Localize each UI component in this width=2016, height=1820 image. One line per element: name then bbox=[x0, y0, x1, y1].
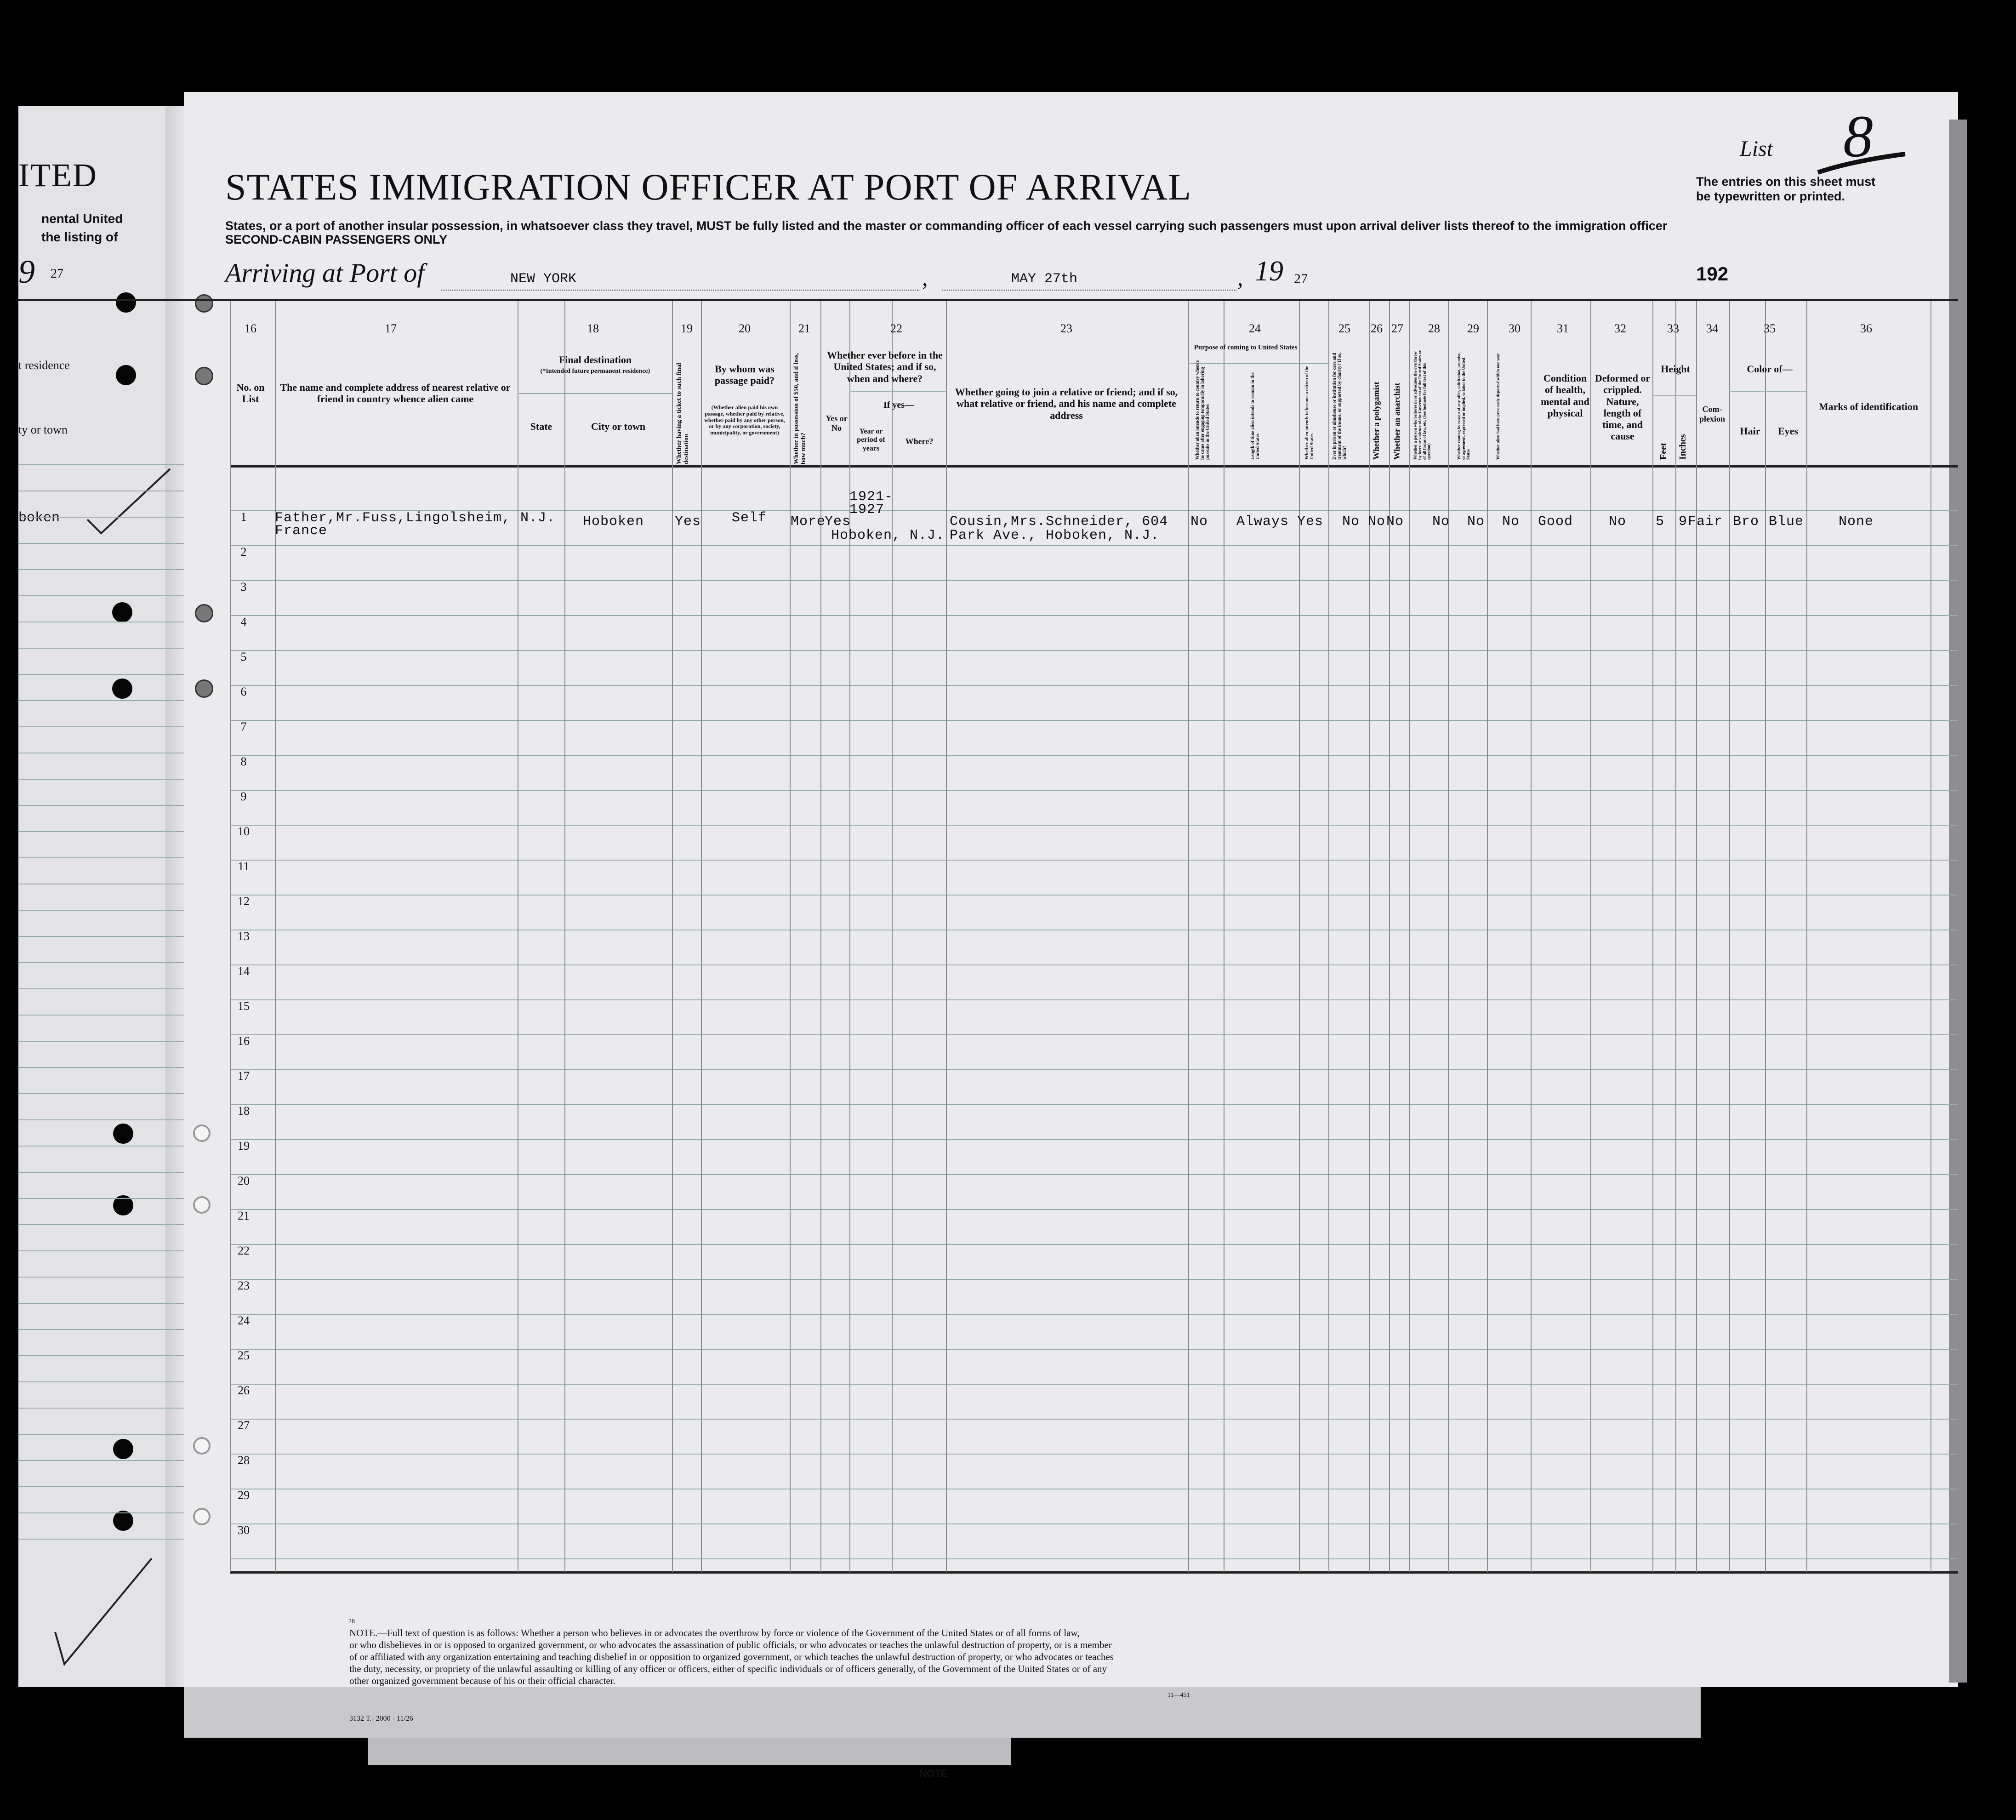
column-line bbox=[820, 301, 821, 1572]
row-line bbox=[230, 1139, 1958, 1140]
column-number: 17 bbox=[385, 322, 397, 335]
left-row-line bbox=[18, 464, 184, 465]
row-number: 23 bbox=[238, 1279, 250, 1292]
column-line bbox=[1409, 301, 1410, 1572]
left-title-fragment: ITED bbox=[18, 157, 97, 194]
entry-join-line2: Park Ave., Hoboken, N.J. bbox=[950, 528, 1160, 543]
punch-hole bbox=[195, 679, 213, 698]
left-row-line bbox=[18, 1250, 184, 1251]
header-paid-by: By whom was passage paid? bbox=[714, 363, 775, 387]
entry-eyes: Blue bbox=[1769, 514, 1804, 530]
punch-hole bbox=[193, 1196, 211, 1214]
column-number: 30 bbox=[1509, 322, 1521, 335]
header-subtitle: States, or a port of another insular possession, in whatsoever class they travel, MUST be fully listed and the master or commanding officer of each vessel carrying such passengers must upon arrival deliver lists thereof to the immigration officer bbox=[225, 219, 1668, 233]
column-line bbox=[1590, 301, 1591, 1572]
header-paid-by-note: (Whether alien paid his own passage, whether paid by relative, whether paid by any other person, or by any corporation, society, municipality, or government) bbox=[704, 404, 785, 436]
row-number: 29 bbox=[238, 1489, 250, 1502]
entries-note-1: The entries on this sheet must bbox=[1696, 175, 1876, 188]
footnote-superscript: 28 bbox=[348, 1618, 355, 1625]
entry-money: More bbox=[791, 514, 826, 530]
header-year-period: Year or period of years bbox=[857, 428, 885, 452]
header-sub-rule bbox=[1652, 395, 1696, 396]
header-purpose-length: Length of time alien intends to remain in the United States bbox=[1250, 372, 1260, 460]
entry-citizen: Yes bbox=[1297, 514, 1324, 530]
header-if-yes: If yes— bbox=[883, 400, 914, 410]
header-prison: Ever in prison or almshouse or institution for care and treatment of the insane, or supported by charity? If so, which? bbox=[1332, 352, 1347, 460]
entry-inches: 9 bbox=[1679, 514, 1688, 530]
entry-deported: No bbox=[1502, 514, 1520, 530]
punch-hole bbox=[112, 679, 132, 699]
column-number: 20 bbox=[739, 322, 751, 335]
header-eyes: Eyes bbox=[1778, 425, 1798, 437]
bottom-note: NOTE bbox=[919, 1768, 948, 1779]
column-number: 23 bbox=[1060, 322, 1072, 335]
left-row-line bbox=[18, 1198, 184, 1199]
column-number: 16 bbox=[245, 322, 256, 335]
left-row-line bbox=[18, 674, 184, 675]
column-number: 26 bbox=[1371, 322, 1383, 335]
punch-hole bbox=[113, 1511, 133, 1531]
arriving-label: Arriving at Port of bbox=[225, 258, 425, 288]
header-hair: Hair bbox=[1740, 425, 1760, 437]
header-final-destination-note: (*Intended future permanent residence) bbox=[540, 368, 650, 375]
check-mark-bottom bbox=[46, 1554, 156, 1673]
row-number: 16 bbox=[238, 1034, 250, 1048]
header-offer: Whether coming by reason of any offer, solicitation, promise, or agreement, expressed or implied, to labor in the United States bbox=[1457, 352, 1470, 460]
row-line bbox=[230, 1419, 1958, 1420]
row-line bbox=[230, 580, 1958, 581]
left-row-line bbox=[18, 1277, 184, 1278]
header-feet: Feet bbox=[1658, 443, 1669, 460]
header-before-us: Whether ever before in the United States; and if so, when and where? bbox=[827, 349, 943, 384]
left-row-line bbox=[18, 1067, 184, 1068]
row-number: 19 bbox=[238, 1139, 250, 1152]
header-nearest-relative: The name and complete address of nearest relative or friend in country whence alien came bbox=[280, 382, 511, 405]
column-line bbox=[790, 301, 791, 1572]
header-deported: Whether alien had been previously deported within one year bbox=[1496, 353, 1500, 460]
left-row-line bbox=[18, 910, 184, 911]
header-sub-rule bbox=[518, 393, 672, 394]
row-number: 6 bbox=[240, 685, 247, 698]
row-line bbox=[230, 720, 1958, 721]
column-number: 27 bbox=[1391, 322, 1403, 335]
entry-anarchist: No bbox=[1386, 514, 1404, 530]
left-year-suffix: 27 bbox=[51, 267, 63, 281]
row-line bbox=[230, 964, 1958, 965]
left-row-line bbox=[18, 1146, 184, 1147]
left-row-line bbox=[18, 700, 184, 701]
column-line bbox=[1369, 301, 1370, 1572]
entry-hair: Bro bbox=[1733, 514, 1760, 530]
left-city-value: boken bbox=[18, 510, 60, 526]
row-number: 12 bbox=[238, 895, 250, 908]
column-line bbox=[1765, 301, 1766, 1572]
entry-length: Always bbox=[1236, 514, 1289, 530]
column-number: 36 bbox=[1860, 322, 1872, 335]
header-sub-rule bbox=[849, 391, 946, 392]
row-number: 5 bbox=[240, 650, 247, 663]
punch-hole bbox=[193, 1124, 211, 1142]
left-col-label-town: ty or town bbox=[18, 423, 68, 436]
column-line bbox=[1448, 301, 1449, 1572]
year-192: 192 bbox=[1696, 263, 1729, 285]
date-dotted-line bbox=[942, 290, 1236, 291]
left-row-line bbox=[18, 779, 184, 780]
left-row-line bbox=[18, 1119, 184, 1120]
left-row-line bbox=[18, 805, 184, 806]
column-line bbox=[946, 301, 947, 1572]
header-purpose: Purpose of coming to United States bbox=[1194, 344, 1298, 351]
punch-hole bbox=[113, 1439, 133, 1459]
column-line bbox=[564, 301, 565, 1572]
punch-hole bbox=[195, 294, 213, 313]
entry-marks: None bbox=[1839, 514, 1874, 530]
date-value: MAY 27th bbox=[1011, 271, 1078, 287]
header-overthrow: Whether a person who believes in or advocates the overthrow by force or violence of the Government of the United States or of all forms of law, etc. (See footnote for full text of this question) bbox=[1413, 350, 1431, 460]
column-line bbox=[701, 301, 702, 1572]
left-row-line bbox=[18, 1486, 184, 1487]
left-row-line bbox=[18, 857, 184, 858]
row-line bbox=[230, 1454, 1958, 1455]
row-line bbox=[230, 1069, 1958, 1070]
left-row-line bbox=[18, 543, 184, 544]
entry-years-line1: 1921- bbox=[849, 489, 894, 505]
row-line bbox=[230, 615, 1958, 616]
left-page-fragment bbox=[18, 106, 184, 1687]
entry-feet: 5 bbox=[1656, 514, 1665, 530]
row-line bbox=[230, 1523, 1958, 1524]
left-row-line bbox=[18, 831, 184, 832]
entry-offer: No bbox=[1467, 514, 1485, 530]
left-row-line bbox=[18, 1093, 184, 1094]
row-number: 18 bbox=[238, 1104, 250, 1118]
row-line bbox=[230, 1244, 1958, 1245]
header-health: Condition of health, mental and physical bbox=[1541, 372, 1589, 419]
row-line bbox=[230, 545, 1958, 546]
row-line bbox=[230, 1279, 1958, 1280]
left-row-line bbox=[18, 1539, 184, 1540]
table-bottom-rule bbox=[230, 1571, 1958, 1574]
header-city: City or town bbox=[591, 421, 646, 432]
punch-hole bbox=[112, 602, 132, 622]
column-number: 25 bbox=[1338, 322, 1350, 335]
row-number: 11 bbox=[238, 860, 250, 873]
left-row-line bbox=[18, 1460, 184, 1461]
left-row-line bbox=[18, 1015, 184, 1016]
left-row-line bbox=[18, 1041, 184, 1042]
row-number: 2 bbox=[240, 545, 247, 559]
entry-ticket: Yes bbox=[675, 514, 701, 530]
entry-polygamist: No bbox=[1368, 514, 1386, 530]
column-number: 34 bbox=[1706, 322, 1718, 335]
header-deformed: Deformed or crippled. Nature, length of time, and cause bbox=[1595, 372, 1651, 442]
header-join-relative: Whether going to join a relative or friend; and if so, what relative or friend, and his name and complete address bbox=[955, 386, 1178, 421]
left-row-line bbox=[18, 517, 184, 518]
row-number: 9 bbox=[240, 790, 247, 803]
row-number: 14 bbox=[238, 964, 250, 978]
column-number: 28 bbox=[1428, 322, 1440, 335]
entry-city: Hoboken bbox=[583, 514, 644, 530]
column-number: 35 bbox=[1764, 322, 1776, 335]
left-line1-fragment: nental United bbox=[41, 211, 123, 226]
entry-health: Good bbox=[1538, 514, 1573, 530]
entry-years-line2: 1927 bbox=[849, 502, 885, 518]
row-number: 28 bbox=[238, 1454, 250, 1467]
punch-hole bbox=[116, 365, 136, 385]
column-number: 19 bbox=[681, 322, 693, 335]
entries-note-2: be typewritten or printed. bbox=[1696, 189, 1845, 203]
row-number: 25 bbox=[238, 1349, 250, 1362]
row-line bbox=[230, 825, 1958, 826]
port-value: NEW YORK bbox=[510, 271, 577, 287]
header-final-destination: Final destination bbox=[558, 354, 632, 365]
column-line bbox=[1487, 301, 1488, 1572]
row-line bbox=[230, 1349, 1958, 1350]
left-row-line bbox=[18, 1303, 184, 1304]
header-height: Height bbox=[1661, 363, 1690, 375]
left-row-line bbox=[18, 1172, 184, 1173]
left-row-line bbox=[18, 1329, 184, 1330]
header-purpose-citizen: Whether alien intends to become a citizen of the United States bbox=[1304, 365, 1315, 460]
entry-relative-line2: France bbox=[275, 523, 328, 539]
column-line bbox=[1696, 301, 1697, 1572]
row-number: 10 bbox=[238, 825, 250, 838]
row-number: 27 bbox=[238, 1419, 250, 1432]
row-line bbox=[230, 1174, 1958, 1175]
row-line bbox=[230, 1558, 1958, 1559]
entry-overthrow: No bbox=[1432, 514, 1450, 530]
port-dotted-line bbox=[441, 290, 919, 291]
column-number: 24 bbox=[1249, 322, 1261, 335]
table-top-rule bbox=[18, 299, 1958, 301]
print-code: 3132 T.- 2000 - 11/26 bbox=[349, 1715, 413, 1723]
left-col-label-residence: t residence bbox=[18, 359, 70, 372]
punch-hole bbox=[195, 604, 213, 622]
row-line bbox=[230, 1034, 1958, 1035]
header-yes-no: Yes or No bbox=[826, 414, 848, 433]
row-number: 26 bbox=[238, 1384, 250, 1397]
left-row-line bbox=[18, 569, 184, 570]
row-number: 7 bbox=[240, 720, 247, 733]
column-line bbox=[672, 301, 673, 1572]
row-number: 13 bbox=[238, 930, 250, 943]
column-line bbox=[1652, 301, 1653, 1572]
entry-where: Hoboken, N.J. bbox=[831, 528, 945, 543]
sheet-edge bbox=[1949, 120, 1967, 1683]
row-line bbox=[230, 755, 1958, 756]
form-code: 11—451 bbox=[1167, 1692, 1190, 1699]
row-line bbox=[230, 860, 1958, 861]
left-row-line bbox=[18, 595, 184, 596]
left-row-line bbox=[18, 962, 184, 963]
row-number: 4 bbox=[240, 615, 247, 628]
left-row-line bbox=[18, 726, 184, 727]
footnote-line4: the duty, necessity, or propriety of the unlawful assaulting or killing of any officer or officers, either of specific individuals or of officers generally, of the Government of the United States or of any bbox=[349, 1663, 1107, 1674]
row-line bbox=[230, 895, 1958, 896]
list-number: 8 bbox=[1843, 103, 1873, 170]
header-money: Whether in possession of $50, and if less, how much? bbox=[793, 353, 807, 464]
year-prefix: 19 bbox=[1255, 256, 1283, 287]
list-label: List bbox=[1740, 137, 1773, 161]
pen-stroke bbox=[1816, 152, 1908, 179]
column-number: 22 bbox=[890, 322, 902, 335]
left-row-line bbox=[18, 988, 184, 989]
row-line bbox=[230, 650, 1958, 651]
header-complexion: Com-plexion bbox=[1699, 405, 1725, 423]
row-number: 24 bbox=[238, 1314, 250, 1327]
column-line bbox=[1675, 301, 1676, 1572]
row-line bbox=[230, 685, 1958, 686]
row-line bbox=[230, 1314, 1958, 1315]
row-number: 30 bbox=[238, 1523, 250, 1537]
row-number: 1 bbox=[240, 510, 247, 524]
left-row-line bbox=[18, 1434, 184, 1435]
row-number: 15 bbox=[238, 999, 250, 1013]
row-number: 17 bbox=[238, 1069, 250, 1083]
entry-complexion: Fair bbox=[1688, 514, 1723, 530]
row-line bbox=[230, 1384, 1958, 1385]
left-row-line bbox=[18, 1355, 184, 1356]
row-number: 8 bbox=[240, 755, 247, 768]
column-number: 32 bbox=[1614, 322, 1626, 335]
left-row-line bbox=[18, 936, 184, 937]
header-polygamist: Whether a polygamist bbox=[1372, 382, 1381, 460]
header-state: State bbox=[530, 421, 552, 432]
column-number: 31 bbox=[1557, 322, 1569, 335]
header-ticket: Whether having a ticket to such final destination bbox=[676, 363, 690, 464]
punch-hole bbox=[116, 292, 136, 313]
column-line bbox=[1328, 301, 1329, 1572]
entry-paid-by: Self bbox=[732, 510, 767, 526]
row-number: 22 bbox=[238, 1244, 250, 1257]
column-number: 18 bbox=[587, 322, 599, 335]
left-line2-fragment: the listing of bbox=[41, 230, 118, 244]
left-row-line bbox=[18, 1381, 184, 1382]
punch-hole bbox=[193, 1437, 211, 1455]
column-number: 33 bbox=[1667, 322, 1679, 335]
left-row-line bbox=[18, 1224, 184, 1225]
left-row-line bbox=[18, 1408, 184, 1409]
header-inches: Inches bbox=[1678, 434, 1688, 460]
punch-hole bbox=[113, 1124, 133, 1144]
header-no-on-list: No. on List bbox=[236, 382, 265, 405]
entry-relative-line1: Father,Mr.Fuss,Lingolsheim, bbox=[275, 510, 511, 526]
entry-before: Yes bbox=[825, 514, 851, 530]
column-line bbox=[1729, 301, 1730, 1572]
header-bottom-rule bbox=[230, 465, 1958, 468]
entry-join-line1: Cousin,Mrs.Schneider, 604 bbox=[950, 514, 1168, 530]
column-number: 21 bbox=[798, 322, 810, 335]
port-comma: , bbox=[922, 265, 928, 291]
entry-prison: No bbox=[1342, 514, 1360, 530]
header-color-of: Color of— bbox=[1747, 363, 1793, 375]
column-line bbox=[275, 301, 276, 1572]
header-sub-rule bbox=[1729, 391, 1806, 392]
header-anarchist: Whether an anarchist bbox=[1392, 382, 1401, 460]
date-comma: , bbox=[1237, 265, 1243, 291]
page-title: STATES IMMIGRATION OFFICER AT PORT OF ARRIVAL bbox=[225, 166, 1192, 208]
punch-hole bbox=[195, 367, 213, 385]
row-line bbox=[230, 1104, 1958, 1105]
left-row-line bbox=[18, 648, 184, 649]
column-line bbox=[1806, 301, 1807, 1572]
row-number: 20 bbox=[238, 1174, 250, 1187]
footnote-line5: other organized government because of his or their official character. bbox=[349, 1675, 615, 1686]
entry-state: N.J. bbox=[520, 510, 556, 526]
column-line bbox=[1389, 301, 1390, 1572]
row-line bbox=[230, 1209, 1958, 1210]
header-purpose-return: Whether alien intends to return to country whence he came after engaging temporarily in laboring pursuits in the United States bbox=[1195, 360, 1210, 460]
row-line bbox=[230, 999, 1958, 1000]
column-number: 29 bbox=[1467, 322, 1479, 335]
punch-hole bbox=[193, 1508, 211, 1525]
footnote-line2: or who disbelieves in or is opposed to organized government, or who advocates the assassination of public officials, or who advocates or teaches the unlawful destruction of property, or is a member bbox=[349, 1639, 1112, 1650]
row-number: 3 bbox=[240, 580, 247, 593]
entry-deformed: No bbox=[1609, 514, 1627, 530]
left-year-fragment: 9 bbox=[18, 253, 35, 290]
under-sheet bbox=[184, 1687, 1701, 1738]
check-mark-top bbox=[83, 464, 175, 538]
footnote-line1: NOTE.—Full text of question is as follows: Whether a person who believes in or advocates the overthrow by force or violence of the Government of the United States or of all forms of law, bbox=[349, 1627, 1080, 1638]
left-row-line bbox=[18, 1512, 184, 1513]
row-line bbox=[230, 790, 1958, 791]
footnote-line3: of or affiliated with any organization entertaining and teaching disbelief in or opposition to organized government, or which teaches the unlawful destruction of property, or who advocates or teaches bbox=[349, 1651, 1114, 1662]
row-number: 21 bbox=[238, 1209, 250, 1222]
entry-return: No bbox=[1190, 514, 1208, 530]
column-line bbox=[1299, 301, 1300, 1572]
header-where: Where? bbox=[905, 437, 934, 446]
under-sheet-strip bbox=[368, 1738, 1011, 1765]
header-marks: Marks of identification bbox=[1818, 401, 1919, 412]
column-line bbox=[1531, 301, 1532, 1572]
passenger-class: SECOND-CABIN PASSENGERS ONLY bbox=[225, 233, 448, 246]
year-suffix: 27 bbox=[1294, 271, 1308, 286]
column-line bbox=[1188, 301, 1189, 1572]
